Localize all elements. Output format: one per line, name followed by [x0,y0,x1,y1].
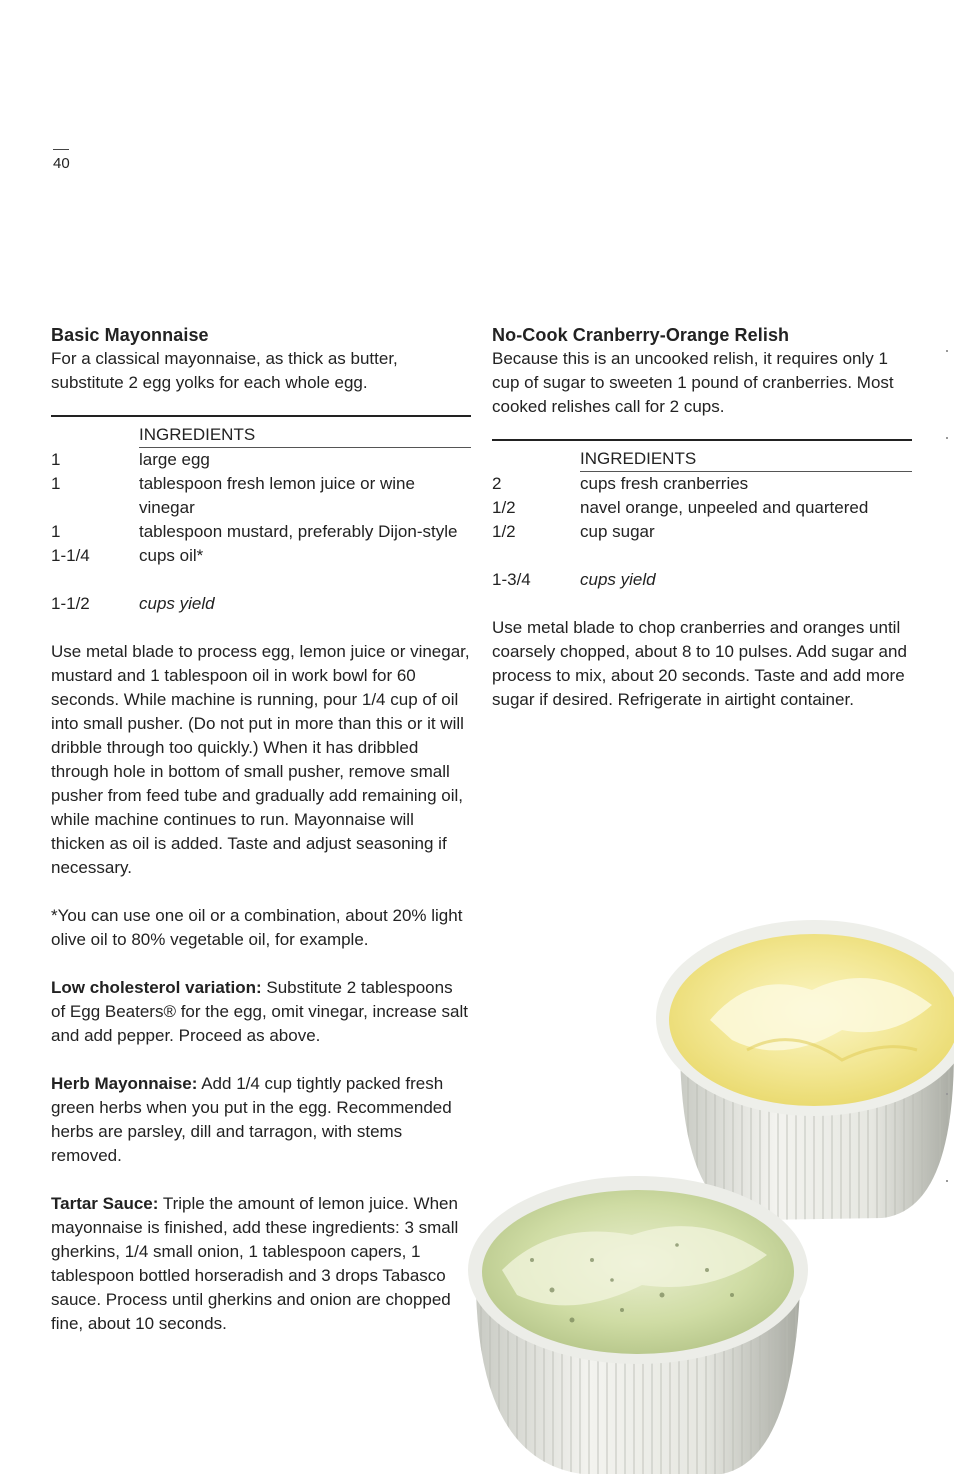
ingredient-item: tablespoon fresh lemon juice or wine vinegar [139,474,415,517]
basic-mayonnaise-recipe [51,323,471,1336]
yield-row [492,544,912,592]
ingredient-qty: 1 [51,522,61,541]
page-number-rule [53,149,69,150]
ingredient-qty: 1 [51,474,61,493]
variation-tartar-sauce [51,1192,471,1336]
ingredients-table [492,472,912,592]
ingredients-table [51,448,471,616]
ingredient-row [51,544,471,568]
variation-low-cholesterol [51,976,471,1048]
yield-unit: cups yield [139,594,215,613]
ingredient-qty: 1/2 [492,522,516,541]
herb-mayonnaise-ramekin [468,1176,808,1474]
ingredient-qty: 2 [492,474,502,493]
variation-text: Add 1/4 cup tightly packed fresh green herbs when you put in the egg. Recommended herbs are parsley, dill and tarragon, with stems removed. [51,1074,452,1165]
ingredients-heading: INGREDIENTS [139,425,256,444]
ingredient-row [492,520,912,544]
ingredient-row [492,472,912,496]
variation-text: Triple the amount of lemon juice. When mayonnaise is finished, add these ingredients: 3 small gherkins, 1/4 small onion, 1 tablespoon capers, 1 tablespoon bottled horseradish and 3 drops Tabasco sauce. Process until gherkins and onion are chopped fine, about 10 seconds. [51,1194,459,1333]
section-rule [51,415,471,417]
yield-unit: cups yield [580,570,656,589]
recipe-title: Basic Mayonnaise [51,325,209,345]
ingredient-item: navel orange, unpeeled and quartered [580,498,869,517]
yield-row [51,568,471,616]
ingredient-item: cups oil* [139,546,204,565]
recipe-intro: Because this is an uncooked relish, it requires only 1 cup of sugar to sweeten 1 pound of cranberries. Most cooked relishes call for 2 cups. [492,349,894,416]
page-number: 40 [53,155,70,172]
variation-text: Substitute 2 tablespoons of Egg Beaters® for the egg, omit vinegar, increase salt and add pepper. Proceed as above. [51,978,468,1045]
recipe-intro: For a classical mayonnaise, as thick as butter, substitute 2 egg yolks for each whole egg. [51,349,398,392]
ingredient-item: tablespoon mustard, preferably Dijon-style [139,522,458,541]
ingredient-qty: 1 [51,450,61,469]
recipe-footnote: *You can use one oil or a combination, about 20% light olive oil to 80% vegetable oil, for example. [51,906,463,949]
cranberry-relish-recipe [492,323,912,712]
variation-label: Herb Mayonnaise: [51,1074,198,1093]
ingredient-qty: 1-1/4 [51,546,90,565]
ingredient-row [51,520,471,544]
recipe-method: Use metal blade to process egg, lemon juice or vinegar, mustard and 1 tablespoon oil in work bowl for 60 seconds. While machine is running, pour 1/4 cup of oil into small pusher. (Do not put in more than this or it will dribble through too quickly.) When it has dribbled through hole in bottom of small pusher, remove small pusher from feed tube and gradually add remaining oil, while machine continues to run. Mayonnaise will thicken as oil is added. Taste and adjust seasoning if necessary. [51,642,470,877]
variation-label: Low cholesterol variation: [51,978,262,997]
ingredient-item: cups fresh cranberries [580,474,749,493]
ingredient-row [51,448,471,472]
mayonnaise-bowls-photo [462,900,954,1474]
variation-herb-mayonnaise [51,1072,471,1168]
variation-label: Tartar Sauce: [51,1194,159,1213]
recipe-method: Use metal blade to chop cranberries and oranges until coarsely chopped, about 8 to 10 pulses. Add sugar and process to mix, about 20 seconds. Taste and add more sugar if desired. Refrigerate in airtight container. [492,618,907,709]
recipe-title: No-Cook Cranberry-Orange Relish [492,325,790,345]
yield-qty: 1-1/2 [51,594,90,613]
ingredient-qty: 1/2 [492,498,516,517]
ingredient-row [51,472,471,520]
yellow-mayonnaise-ramekin [656,920,954,1220]
ingredient-row [492,496,912,520]
yield-qty: 1-3/4 [492,570,531,589]
ingredients-heading: INGREDIENTS [580,449,697,468]
section-rule [492,439,912,441]
ingredient-item: cup sugar [580,522,655,541]
ingredient-item: large egg [139,450,210,469]
